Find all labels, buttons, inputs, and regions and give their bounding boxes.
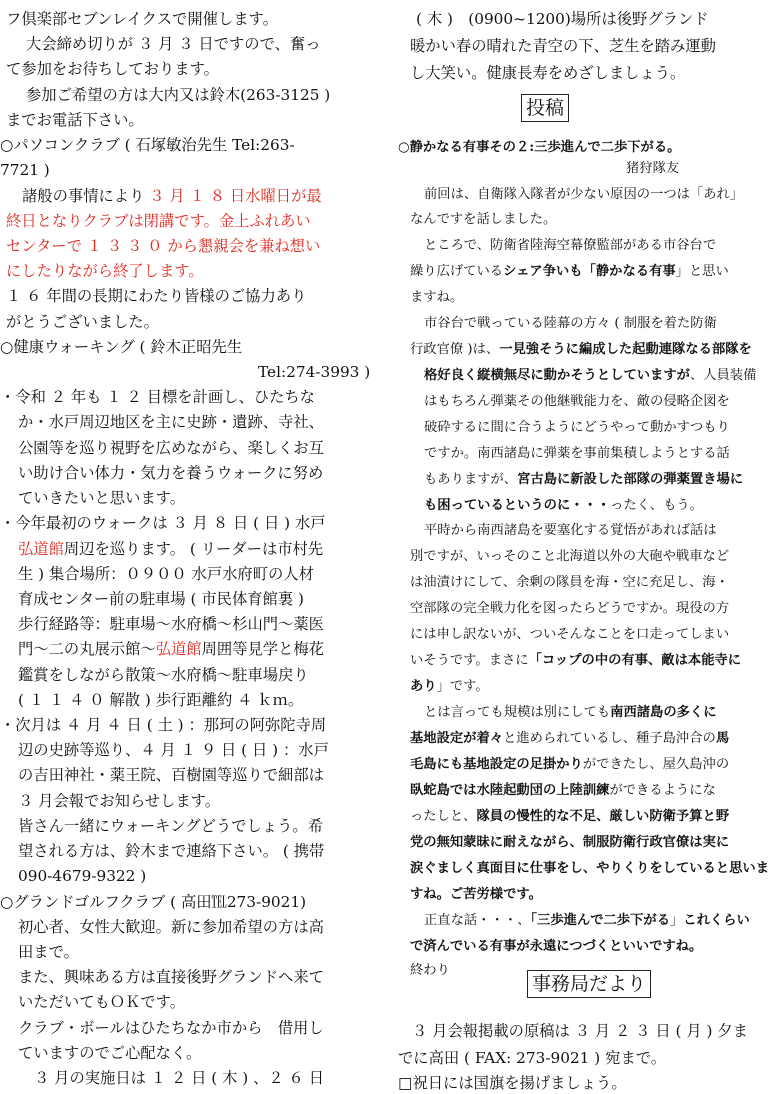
text-line bbox=[6, 236, 320, 256]
text-segment: 暖かい春の晴れた青空の下、芝生を踏み運動 bbox=[410, 37, 716, 55]
text-line bbox=[410, 860, 769, 878]
text-line bbox=[26, 85, 330, 105]
text-line bbox=[18, 740, 329, 760]
text-segment: には申し訳ないが、ついそんなことを口走ってしまい bbox=[410, 627, 730, 642]
text-segment: はもちろん弾薬その他継戦能力を、敵の侵略企図を bbox=[424, 394, 730, 409]
text-line bbox=[424, 912, 750, 930]
text-segment: 隊員の慢性的な不足、厳しい防衛予算と野 bbox=[476, 809, 730, 824]
text-line bbox=[6, 110, 144, 130]
text-segment: １ ６ 年間の長期にわたり皆様のご協力あり bbox=[6, 287, 307, 305]
text-line bbox=[398, 1048, 666, 1068]
text-line bbox=[18, 1043, 201, 1063]
text-segment: 鑑賞をしながら散策～水府橋～駐車場戻り bbox=[18, 666, 309, 684]
text-segment: なんですを話しました。 bbox=[410, 212, 557, 227]
text-line bbox=[18, 992, 185, 1012]
text-line bbox=[424, 522, 717, 540]
text-line bbox=[410, 782, 716, 800]
text-line bbox=[410, 600, 729, 618]
text-line bbox=[34, 1068, 324, 1088]
text-segment: ・令和 ２ 年も １ ２ 目標を計画し、ひたちな bbox=[0, 388, 315, 406]
text-line bbox=[424, 186, 743, 204]
text-line bbox=[410, 834, 729, 852]
text-segment: ３ 月の実施日は １ ２ 日 ( 木 ) 、２ ６ 日 bbox=[34, 1069, 325, 1087]
text-line bbox=[0, 892, 306, 912]
text-segment: ３ 月会報掲載の原稿は ３ 月 ２ ３ 日 ( 月 ) 夕ま bbox=[412, 1022, 748, 1040]
text-segment: 弘道館 bbox=[155, 640, 202, 658]
text-segment: 臥蛇島では水陸起動団の上陸訓練 bbox=[410, 783, 610, 798]
text-segment: ３ 月会報でお知らせします。 bbox=[18, 792, 221, 810]
text-line bbox=[18, 841, 324, 861]
text-segment: Tel:274-3993 ) bbox=[258, 363, 371, 381]
text-line bbox=[416, 9, 709, 29]
text-segment: 望される方は、鈴木まで連絡下さい。 ( 携帯 bbox=[18, 842, 325, 860]
text-segment: 公園等を巡り視野を広めながら、楽しくお互 bbox=[18, 439, 324, 457]
text-segment: ○静かなる有事その２:三歩進んで二歩下がる。 bbox=[398, 140, 681, 155]
text-line bbox=[410, 886, 542, 904]
text-segment: にしたりながら終了します。 bbox=[6, 262, 204, 280]
text-line bbox=[6, 312, 159, 332]
text-line bbox=[18, 488, 185, 508]
text-line bbox=[410, 548, 729, 566]
text-line bbox=[424, 445, 730, 463]
text-line bbox=[6, 59, 219, 79]
text-line bbox=[0, 160, 50, 180]
text-line bbox=[424, 315, 717, 333]
text-segment: でに高田 ( FAX: 273-9021 ) 宛まで。 bbox=[398, 1049, 666, 1067]
text-line bbox=[424, 367, 756, 385]
text-line bbox=[410, 263, 729, 281]
text-line bbox=[398, 1073, 627, 1093]
text-segment: ○パソコンクラブ ( 石塚敏治先生 Tel:263- bbox=[0, 136, 295, 154]
text-line bbox=[410, 808, 729, 826]
text-segment: 「三歩進んで二歩下がる bbox=[530, 913, 670, 928]
text-line bbox=[6, 211, 311, 231]
text-segment: ができたし、屋久島沖の bbox=[582, 757, 730, 772]
text-segment: 破砕するに間に合うようにどうやって動かすつもり bbox=[424, 420, 730, 435]
text-segment: 一見強そうに編成した起動連隊なる部隊を bbox=[499, 342, 752, 357]
text-line bbox=[410, 36, 716, 56]
text-segment: 門～二の丸展示館～ bbox=[18, 640, 156, 658]
text-line bbox=[626, 160, 679, 178]
text-segment: 初心者、女性大歓迎。新に参加希望の方は高 bbox=[18, 918, 324, 936]
text-segment: 7721 ) bbox=[0, 161, 50, 179]
text-segment: ていきたいと思います。 bbox=[18, 489, 186, 507]
text-segment: 諸般の事情により bbox=[22, 187, 150, 205]
text-segment: ができるようにな bbox=[609, 783, 716, 798]
text-segment: これくらい bbox=[683, 913, 750, 928]
text-line bbox=[424, 237, 716, 255]
text-line bbox=[424, 419, 730, 437]
text-segment: すね。ご苦労様です。 bbox=[410, 887, 542, 902]
text-segment: と進められているし、種子島沖合の bbox=[503, 731, 716, 746]
text-segment: 別ですが、いっそのこと北海道以外の大砲や戦車など bbox=[410, 549, 730, 564]
text-segment: 皆さん一緒にウォーキングどうでしょう。希 bbox=[18, 817, 324, 835]
section-heading-toukou: 投稿 bbox=[521, 94, 569, 122]
text-segment: で済んでいる有事が永遠につづくといいですね。 bbox=[410, 939, 703, 954]
text-line bbox=[412, 1021, 748, 1041]
text-segment: 前回は、自衛隊入隊者が少ない原因の一つは「あれ」 bbox=[424, 187, 744, 202]
text-line bbox=[0, 135, 295, 155]
text-line bbox=[398, 139, 680, 157]
text-segment: 格好良く縦横無尽に動かそうとしていますが bbox=[424, 368, 690, 383]
text-segment: ・今年最初のウォークは ３ 月 ８ 日 ( 日 ) 水戸 bbox=[0, 514, 326, 532]
text-segment: シェア争いも「静かなる有事 bbox=[503, 264, 676, 279]
text-segment: 参加ご希望の方は大内又は鈴木(263-3125 ) bbox=[26, 86, 331, 104]
text-line bbox=[18, 539, 323, 559]
text-segment: もありますが、 bbox=[424, 472, 518, 487]
text-segment: 大会締め切りが ３ 月 ３ 日ですので、奮っ bbox=[26, 35, 321, 53]
text-segment: あり bbox=[410, 679, 437, 694]
text-line bbox=[410, 63, 685, 83]
text-line bbox=[6, 286, 306, 306]
text-segment: ( 木 ) (0900~1200)場所は後野グランド bbox=[416, 10, 709, 28]
text-line bbox=[410, 574, 729, 592]
text-segment: ったしと、 bbox=[410, 809, 477, 824]
text-line bbox=[18, 665, 309, 685]
text-line bbox=[410, 730, 729, 748]
text-segment: 宮古島に新設した部隊の弾薬置き場に bbox=[517, 472, 744, 487]
text-segment: 南西諸島の多くに bbox=[610, 705, 717, 720]
text-segment: し大笑い。健康長寿をめざしましょう。 bbox=[410, 64, 686, 82]
text-segment: 」と思い bbox=[675, 264, 729, 279]
text-line bbox=[410, 756, 729, 774]
text-segment: 行政官僚 )は、 bbox=[410, 342, 500, 357]
text-segment: 090-4679-9322 ) bbox=[18, 867, 147, 885]
text-segment: か・水戸周辺地区を主に史跡・遺跡、寺社、 bbox=[18, 413, 324, 431]
text-segment: いそうです。まさに bbox=[410, 653, 529, 668]
text-line bbox=[0, 337, 242, 357]
text-segment: 市谷台で戦っている陸幕の方々 ( 制服を着た防衛 bbox=[424, 316, 717, 331]
text-segment: も困っているというのに・・・ bbox=[424, 498, 611, 513]
text-segment: フ倶楽部セブンレイクスで開催します。 bbox=[6, 10, 278, 28]
text-line bbox=[258, 362, 370, 382]
text-segment: い助け合い体力・気力を養うウォークに努め bbox=[18, 464, 324, 482]
text-segment: □祝日には国旗を揚げましょう。 bbox=[398, 1074, 627, 1092]
text-line bbox=[18, 614, 324, 634]
section-heading-jimukyoku: 事務局だより bbox=[527, 970, 651, 998]
text-segment: て参加をお待ちしております。 bbox=[6, 60, 219, 78]
text-segment: 周囲等見学と梅花 bbox=[201, 640, 324, 658]
text-segment: 育成センター前の駐車場 ( 市民体育館裏 ) bbox=[18, 590, 304, 608]
text-segment: クラブ・ボールはひたちなか市から 借用し bbox=[18, 1019, 324, 1037]
text-segment: 」 bbox=[670, 913, 684, 928]
text-line bbox=[424, 704, 717, 722]
text-line bbox=[18, 690, 303, 710]
text-segment: ( １ １ ４ ０ 解散 ) 歩行距離約 ４ ｋｍ。 bbox=[18, 691, 304, 709]
text-line bbox=[410, 211, 556, 229]
text-line bbox=[0, 387, 315, 407]
text-segment: ていますのでご心配なく。 bbox=[18, 1044, 202, 1062]
text-segment: 「コップの中の有事、敵は本能寺に bbox=[528, 653, 742, 668]
text-line bbox=[18, 791, 220, 811]
text-line bbox=[18, 438, 324, 458]
text-segment: ったく、もう。 bbox=[610, 498, 703, 513]
text-line bbox=[0, 715, 326, 735]
text-line bbox=[6, 9, 278, 29]
text-line bbox=[410, 341, 752, 359]
text-line bbox=[18, 816, 323, 836]
text-line bbox=[18, 564, 314, 584]
text-segment: 周辺を巡ります。 ( リーダーは市村先 bbox=[63, 540, 324, 558]
text-segment: 基地設定が着々 bbox=[410, 731, 504, 746]
text-line bbox=[410, 652, 741, 670]
text-segment: 馬 bbox=[715, 731, 730, 746]
text-segment: 、人員装備 bbox=[689, 368, 757, 383]
text-segment: 党の無知蒙昧に耐えながら、制服防衛行政官僚は実に bbox=[410, 835, 730, 850]
text-segment: 涙ぐましく真面目に仕事をし、やりくりをしていると思いま bbox=[410, 861, 770, 876]
text-line bbox=[26, 34, 321, 54]
text-line bbox=[18, 412, 324, 432]
text-segment: 歩行経路等：駐車場～水府橋～杉山門～薬医 bbox=[18, 615, 324, 633]
text-segment: 田まで。 bbox=[18, 943, 79, 961]
text-line bbox=[18, 866, 146, 886]
text-line bbox=[18, 917, 324, 937]
text-line bbox=[18, 942, 79, 962]
text-line bbox=[18, 765, 324, 785]
text-segment: ますね。 bbox=[410, 290, 464, 305]
text-segment: ○健康ウォーキング ( 鈴木正昭先生 bbox=[0, 338, 243, 356]
text-line bbox=[410, 962, 450, 980]
text-segment: いただいてもＯＫです。 bbox=[18, 993, 186, 1011]
text-segment: 繰り広げている bbox=[410, 264, 504, 279]
text-line bbox=[424, 393, 730, 411]
text-segment: ３ 月 １ ８ 日水曜日が最 bbox=[149, 187, 322, 205]
text-line bbox=[0, 513, 326, 533]
text-segment: とは言っても規模は別にしても bbox=[424, 705, 611, 720]
text-segment: ○グランドゴルフクラブ ( 高田℡273-9021) bbox=[0, 893, 307, 911]
text-segment: 毛島にも基地設定の足掛かり bbox=[410, 757, 583, 772]
text-segment: 空部隊の完全戦力化を図ったらどうですか。現役の方 bbox=[410, 601, 730, 616]
text-segment: 辺の史跡等巡り、４ 月 １ ９ 日 ( 日 ) ：水戸 bbox=[18, 741, 329, 759]
text-line bbox=[22, 186, 322, 206]
text-segment: センターで １ ３ ３ ０ から懇親会を兼ね想い bbox=[6, 237, 321, 255]
text-segment: 弘道館 bbox=[18, 540, 64, 558]
text-segment: ・次月は ４ 月 ４ 日 ( 土 ) ：那珂の阿弥陀寺周 bbox=[0, 716, 327, 734]
text-line bbox=[6, 261, 204, 281]
text-line bbox=[410, 626, 729, 644]
text-segment: 平時から南西諸島を要塞化する覚悟があれば話は bbox=[424, 523, 717, 538]
text-segment: 生 ) 集合場所：０９００ 水戸水府町の人材 bbox=[18, 565, 314, 583]
text-line bbox=[410, 938, 702, 956]
text-segment: ですか。南西諸島に弾薬を事前集積しようとする話 bbox=[424, 446, 730, 461]
text-line bbox=[424, 497, 703, 515]
text-segment: ところで、防衛省陸海空幕僚監部がある市谷台で bbox=[424, 238, 717, 253]
text-line bbox=[18, 1018, 324, 1038]
text-line bbox=[18, 463, 323, 483]
text-segment: の吉田神社・薬王院、百樹園等巡りで細部は bbox=[18, 766, 324, 784]
text-segment: また、興味ある方は直接後野グランドへ来て bbox=[18, 968, 324, 986]
text-line bbox=[18, 589, 304, 609]
text-segment: がとうございました。 bbox=[6, 313, 159, 331]
text-line bbox=[410, 678, 489, 696]
text-line bbox=[18, 639, 324, 659]
text-segment: は油漬けにして、余剰の隊員を海・空に充足し、海・ bbox=[410, 575, 729, 590]
text-line bbox=[410, 289, 463, 307]
text-segment: 正直な話・・・、 bbox=[424, 913, 531, 928]
text-line bbox=[424, 471, 743, 489]
text-line bbox=[18, 967, 324, 987]
text-segment: 猪狩隊友 bbox=[626, 161, 680, 176]
text-segment: 」です。 bbox=[436, 679, 489, 694]
text-segment: 終日となりクラブは閉講です。金上ふれあい bbox=[6, 212, 311, 230]
text-segment: までお電話下さい。 bbox=[6, 111, 144, 129]
text-segment: 終わり bbox=[410, 963, 450, 978]
